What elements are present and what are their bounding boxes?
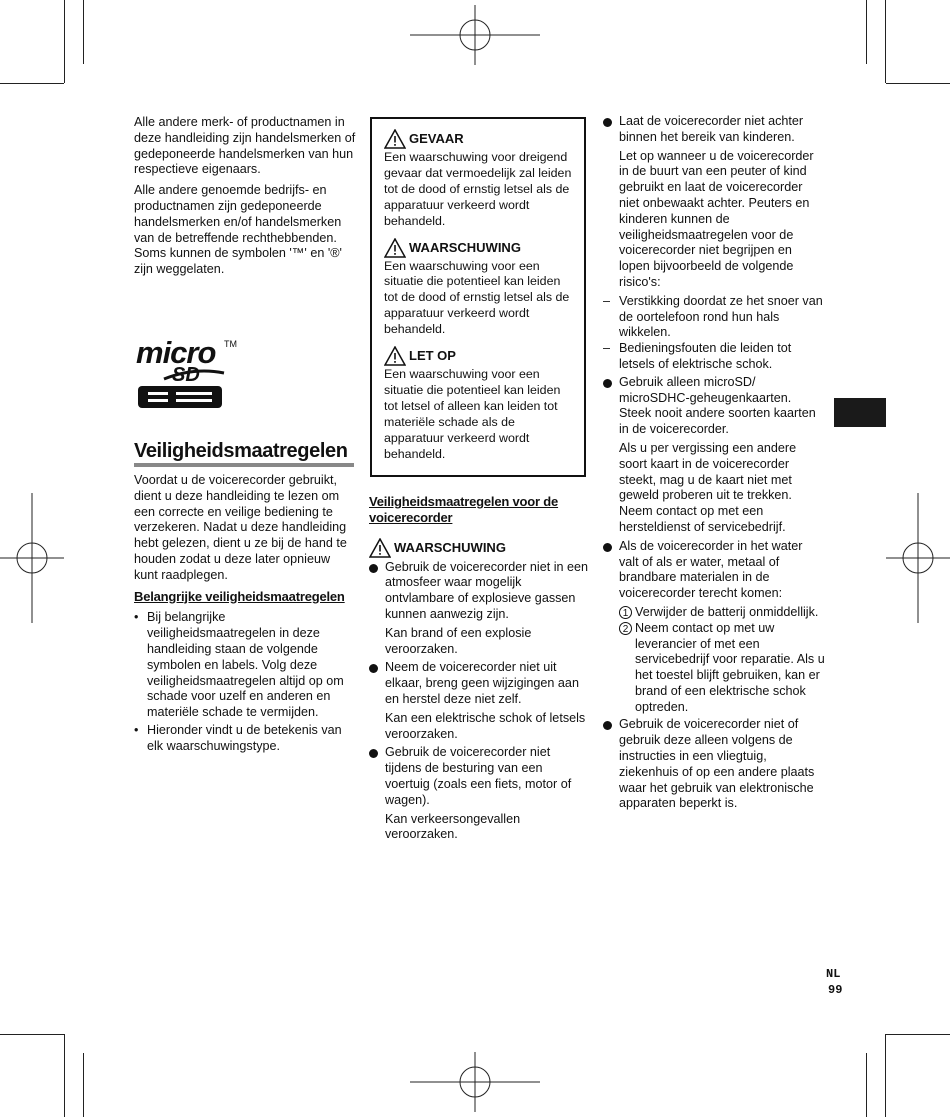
microsdhc-logo	[134, 337, 244, 413]
crop-mark	[886, 1034, 950, 1035]
voicerecorder-safety	[369, 492, 589, 846]
section-tab	[834, 398, 886, 427]
subheading: Veiligheidsmaatregelen voor de voicerecorder	[369, 494, 559, 525]
step-list	[619, 605, 825, 716]
crop-mark	[64, 1034, 65, 1117]
crop-mark	[83, 0, 84, 64]
column-3	[603, 114, 825, 815]
list-item: Gebruik de voicerecorder niet of gebruik deze alleen volgens de instructies in een vliegtuig, ziekenhuis of op een andere plaats waar het gebruik van elektronische apparaten beperkt is.	[603, 717, 825, 812]
list-item: Gebruik de voicerecorder niet in een atmosfeer waar mogelijk ontvlambare of explosieve gassen kunnen aanwezig zijn. Kan brand of een explosie veroorzaken.	[369, 560, 589, 658]
svg-text:SD: SD	[172, 364, 200, 386]
subheading: Belangrijke veiligheidsmaatregelen	[134, 588, 345, 604]
registration-mark	[410, 5, 540, 65]
crop-mark	[886, 83, 950, 84]
warning-level-warning: WAARSCHUWING Een waarschuwing voor een situatie die potentieel kan leiden tot de dood of ernstig letsel als de apparatuur verkeerd wordt behandeld.	[384, 238, 572, 339]
list-item: • Hieronder vindt u de betekenis van elk waarschuwingstype.	[134, 722, 342, 753]
crop-mark	[866, 0, 867, 64]
list-item: Gebruik de voicerecorder niet tijdens de besturing van een voertuig (zoals een fiets, motor of wagen). Kan verkeersongevallen veroorzaken.	[369, 745, 589, 843]
trademark-paragraph: Alle andere genoemde bedrijfs- en productnamen zijn gedeponeerde handelsmerken en/of handelsmerken van de betreffende rechthebbenden. Soms kunnen de symbolen '™' en '®' zijn weggelaten.	[134, 183, 342, 277]
warning-list	[369, 560, 589, 844]
warning-heading: WAARSCHUWING	[369, 538, 589, 558]
warning-list	[603, 114, 825, 812]
list-item: 1 Verwijder de batterij onmiddellijk.	[619, 605, 825, 621]
warning-triangle-icon	[384, 238, 406, 258]
svg-text:micro: micro	[136, 337, 216, 370]
crop-mark	[885, 1034, 886, 1117]
registration-mark	[410, 1052, 540, 1112]
list-item: Neem de voicerecorder niet uit elkaar, breng geen wijzigingen aan en herstel deze niet zelf. Kan een elektrische schok of letsels veroorzaken.	[369, 660, 589, 742]
page-title: Veiligheidsmaatregelen	[134, 440, 354, 467]
trademark-paragraph: Alle andere merk- of productnamen in deze handleiding zijn handelsmerken of gedeponeerde handelsmerken van hun respectieve eigenaars.	[134, 115, 356, 177]
crop-mark	[866, 1053, 867, 1117]
list-item: – Bedieningsfouten die leiden tot letsels of elektrische schok.	[603, 341, 792, 371]
risk-list	[603, 294, 825, 373]
warning-level-caution: LET OP Een waarschuwing voor een situatie die potentieel kan leiden tot letsel of alleen kan leiden tot materiële schade als de apparatuur verkeerd wordt behandeld.	[384, 346, 572, 462]
crop-mark	[0, 83, 64, 84]
crop-mark	[83, 1053, 84, 1117]
page-number: NL 99	[826, 967, 843, 997]
warning-levels-box	[370, 117, 586, 477]
crop-mark	[0, 1034, 64, 1035]
list-item: Als de voicerecorder in het water valt of als er water, metaal of brandbare materialen in de voicerecorder terecht komen: 1 Verwijder de batterij onmiddellijk. 2 Neem contact op met uw leverancier of met een servicebedrijf voor reparatie. Als u het toestel blijft gebruiken, kan er brand of een elektrische schok optreden.	[603, 539, 825, 716]
list-item: 2 Neem contact op met uw leverancier of met een servicebedrijf voor reparatie. Als u het toestel blijft gebruiken, kan er brand of een elektrische schok optreden.	[619, 621, 825, 716]
safety-section	[134, 440, 354, 757]
warning-triangle-icon	[369, 538, 391, 558]
list-item: Laat de voicerecorder niet achter binnen het bereik van kinderen. Let op wanneer u de voicerecorder in de buurt van een peuter of kind gebruikt en laat de voicerecorder niet onbewaakt achter. Peuters en kinderen kunnen de veiligheidsmaatregelen voor de voicerecorder niet begrijpen en lopen bijvoorbeeld de volgende risico's: – Verstikking doordat ze het snoer van de oortelefoon rond hun hals wikkelen. – Bedieningsfouten die leiden tot letsels of elektrische schok.	[603, 114, 825, 373]
warning-triangle-icon	[384, 346, 406, 366]
bullet-list	[134, 610, 354, 754]
warning-triangle-icon	[384, 129, 406, 149]
registration-mark	[886, 493, 950, 623]
svg-text:TM: TM	[224, 339, 237, 349]
crop-mark	[885, 0, 886, 83]
crop-mark	[64, 0, 65, 83]
registration-mark	[0, 493, 64, 623]
column-1	[134, 115, 356, 283]
list-item: • Bij belangrijke veiligheidsmaatregelen in deze handleiding staan de volgende symbolen en labels. Volg deze veiligheidsmaatregelen altijd op om schade voor uzelf en anderen en materiële schade te vermijden.	[134, 610, 344, 720]
list-item: Gebruik alleen microSD/ microSDHC-geheugenkaarten. Steek nooit andere soorten kaarten in de voicerecorder. Als u per vergissing een andere soort kaart in de voicerecorder steekt, mag u de kaart niet met geweld proberen uit te trekken. Neem contact op met een hersteldienst of servicebedrijf.	[603, 375, 825, 536]
intro-paragraph: Voordat u de voicerecorder gebruikt, dient u deze handleiding te lezen om een correcte en veilige bediening te verzekeren. Nadat u deze handleiding hebt gelezen, dient u ze bij de hand te houden zodat u deze later opnieuw kunt raadplegen.	[134, 473, 347, 582]
list-item: – Verstikking doordat ze het snoer van de oortelefoon rond hun hals wikkelen.	[603, 293, 823, 340]
warning-level-danger: GEVAAR Een waarschuwing voor dreigend gevaar dat vermoedelijk zal leiden tot de dood of ernstig letsel als de apparatuur verkeerd wordt behandeld.	[384, 129, 572, 230]
